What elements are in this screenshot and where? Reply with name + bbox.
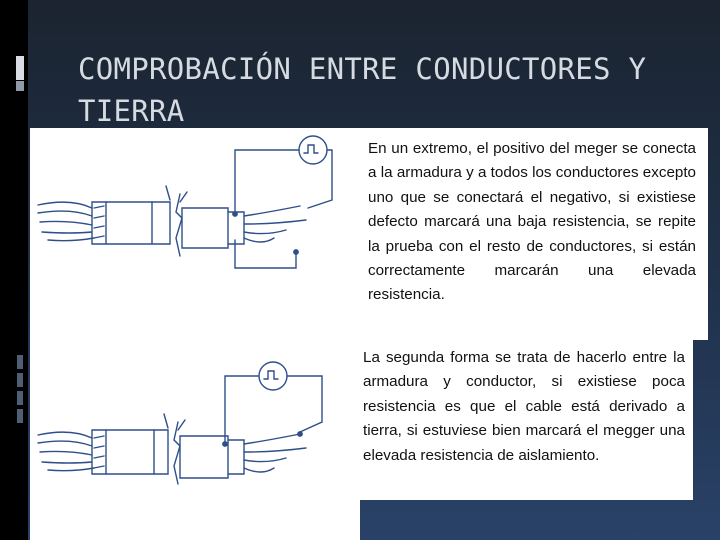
title-accent-block — [16, 56, 24, 80]
text-box-top — [360, 128, 708, 340]
bottom-cable-diagram — [38, 362, 322, 484]
text-box-bottom — [355, 340, 693, 500]
cable-test-diagrams — [30, 128, 360, 540]
slide-title: COMPROBACIÓN ENTRE CONDUCTORES Y TIERRA — [78, 52, 647, 128]
title-accent-block-small — [16, 81, 24, 91]
side-accent-stripes — [17, 355, 23, 437]
paragraph-method-2: La segunda forma se trata de hacerlo entre la armadura y conductor, si existiese poca resistencia es que el cable está derivado a tierra, si estuviese bien marcará el megger una elevada resistencia de aislamiento. — [363, 349, 685, 464]
top-cable-diagram — [38, 136, 332, 268]
paragraph-method-1: En un extremo, el positivo del meger se conecta a la armadura y a todos los conductores excepto uno que se conectará el negativo, si existiese defecto marcará una baja resistencia, se repite la prueba con el resto de conductores, si están correctamente marcarán una elevada resistencia. — [368, 140, 696, 304]
